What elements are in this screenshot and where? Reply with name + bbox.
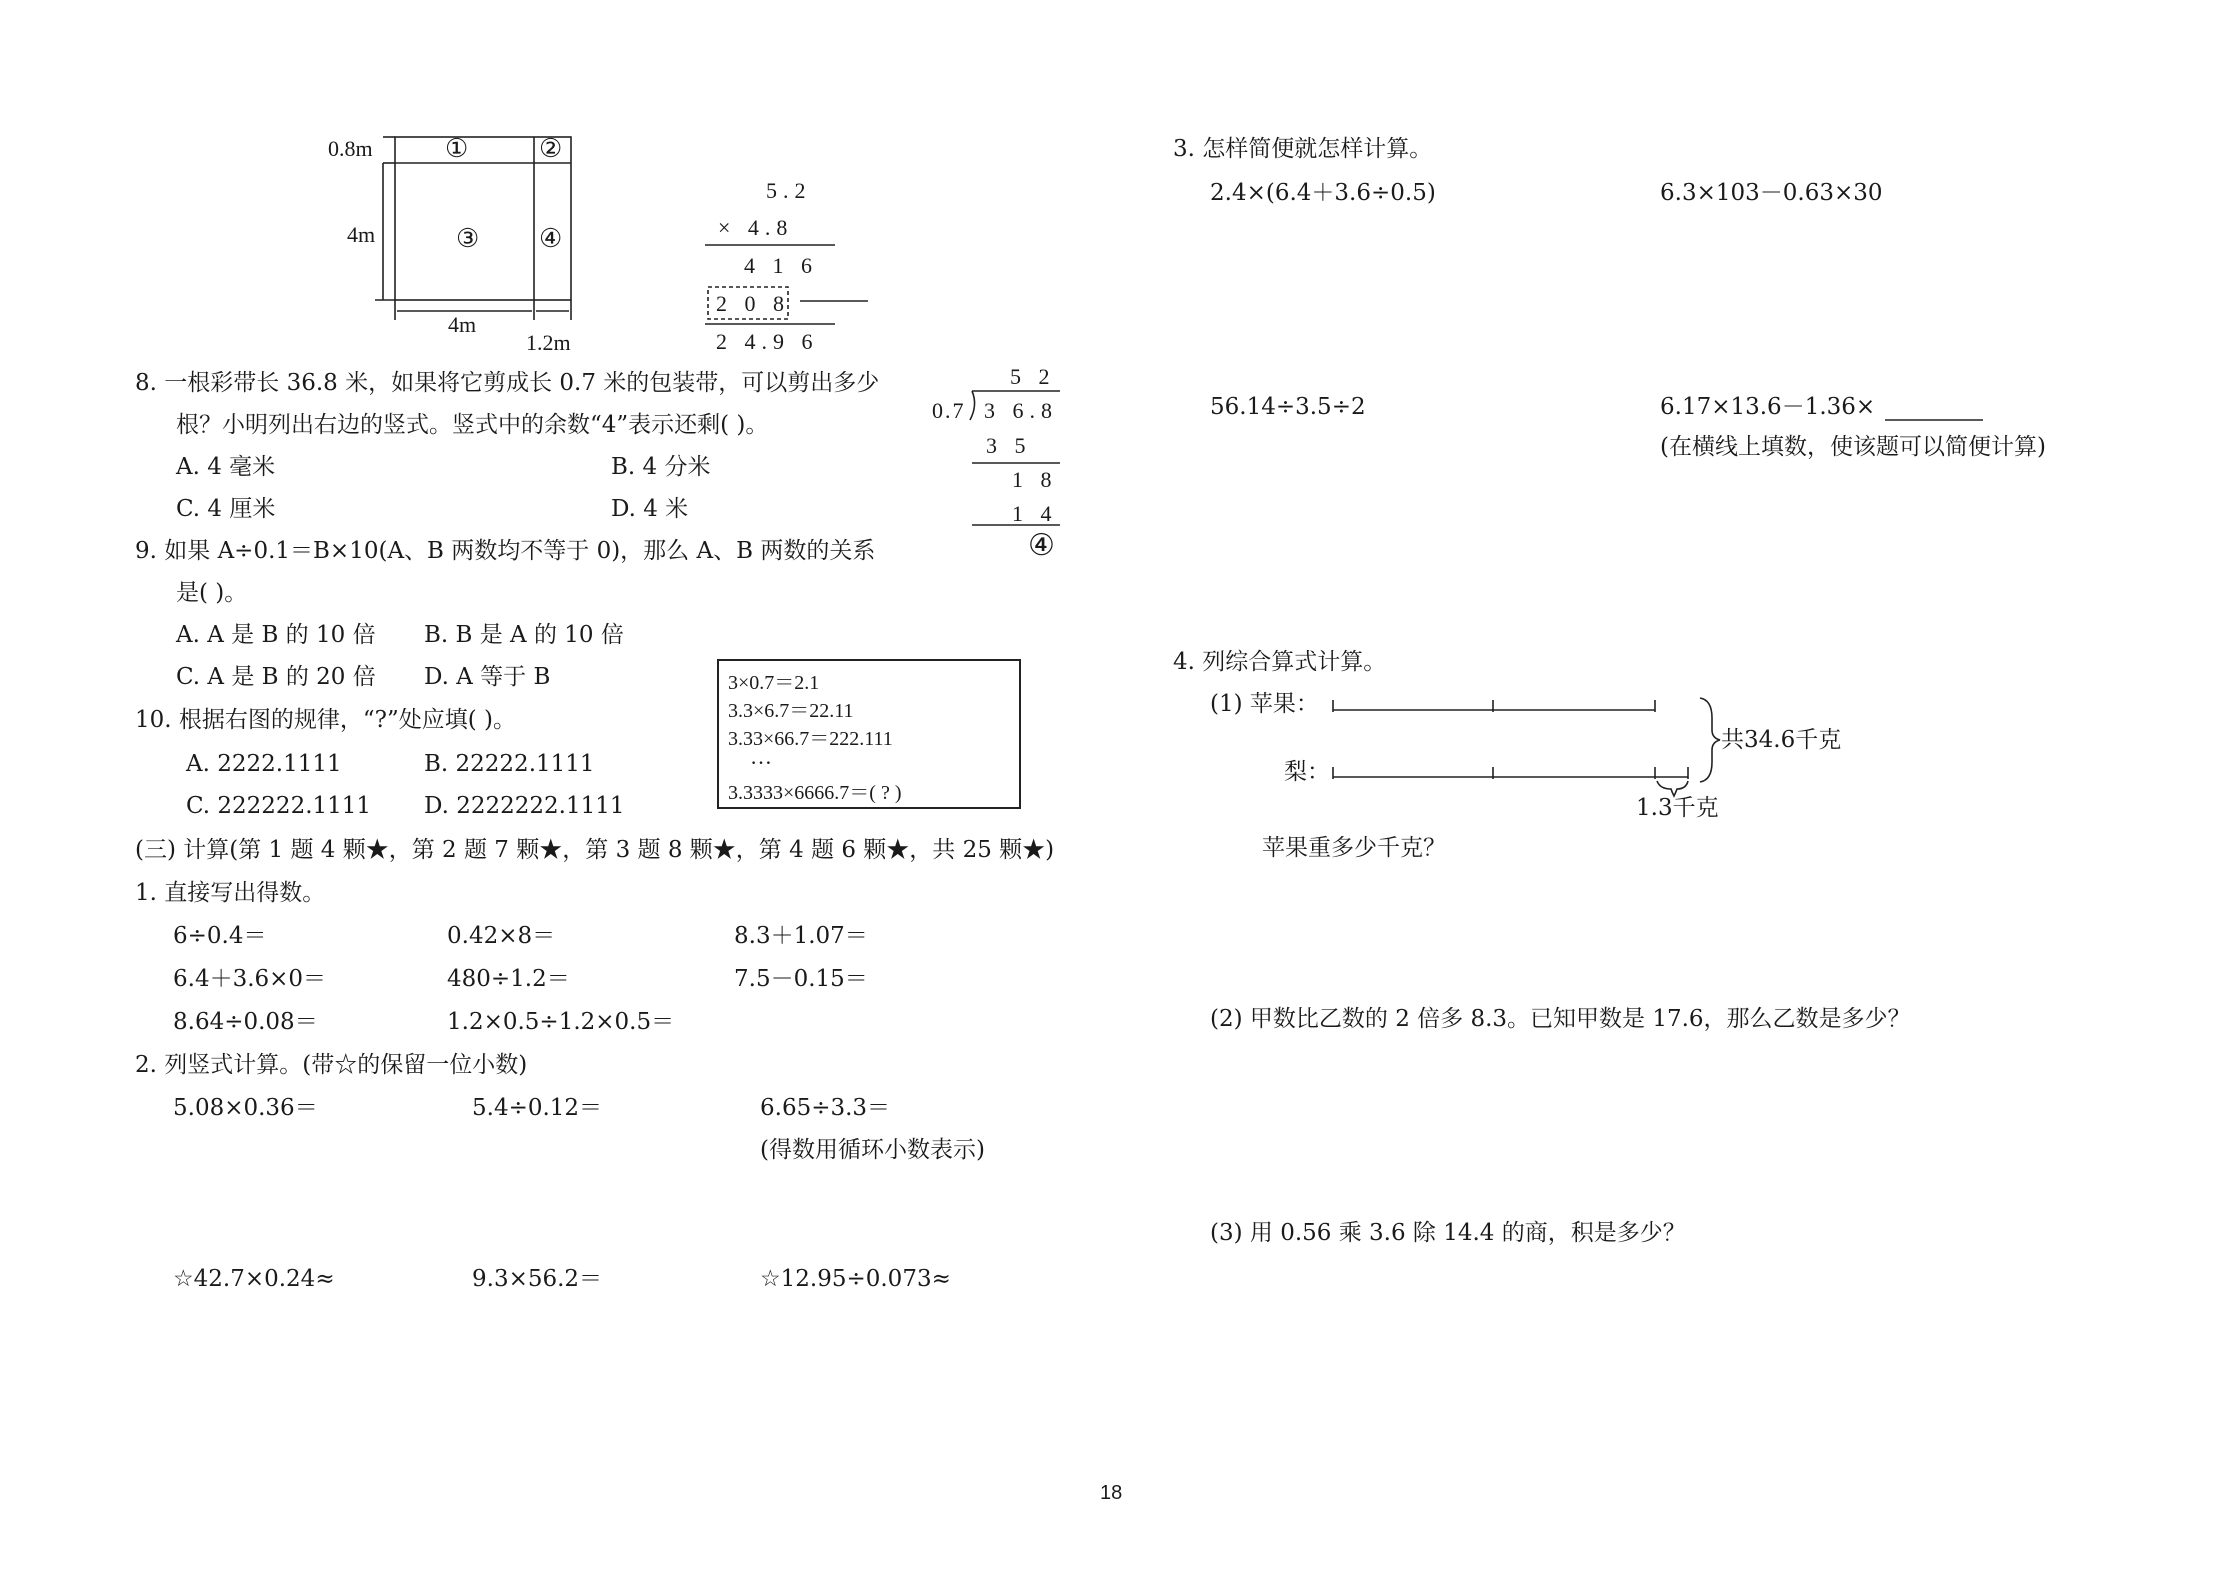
q9-option-b: B. B 是 A 的 10 倍 bbox=[424, 622, 624, 648]
page-number: 18 bbox=[1100, 1482, 1123, 1504]
mult-partial-1: 4 1 6 bbox=[744, 253, 818, 278]
c1-item-3: 8.3＋1.07＝ bbox=[734, 923, 868, 949]
label-height: 4m bbox=[347, 222, 376, 247]
c3-title: 3. 怎样简便就怎样计算。 bbox=[1173, 136, 1433, 162]
c4-title: 4. 列综合算式计算。 bbox=[1173, 649, 1387, 675]
c2-item-5: 9.3×56.2＝ bbox=[472, 1266, 603, 1292]
c3-item-3: 56.14÷3.5÷2 bbox=[1210, 394, 1366, 420]
q9-option-c: C. A 是 B 的 20 倍 bbox=[176, 664, 376, 690]
c1-item-6: 7.5－0.15＝ bbox=[734, 966, 868, 992]
q8-option-a: A. 4 毫米 bbox=[176, 454, 276, 480]
mult-result: 2 4.9 6 bbox=[716, 329, 819, 354]
q8-option-c: C. 4 厘米 bbox=[176, 496, 276, 522]
q9-option-a: A. A 是 B 的 10 倍 bbox=[176, 622, 376, 648]
c4-diff-label: 1.3千克 bbox=[1636, 795, 1719, 821]
c4-p3: (3) 用 0.56 乘 3.6 除 14.4 的商，积是多少？ bbox=[1210, 1220, 1686, 1246]
pattern-line-1: 3×0.7＝2.1 bbox=[728, 672, 820, 694]
q9-line1: 9. 如果 A÷0.1＝B×10(A、B 两数均不等于 0)，那么 A、B 两数的关系 bbox=[135, 538, 876, 564]
c2-note: (得数用循环小数表示) bbox=[760, 1137, 985, 1163]
pattern-line-3: 3.33×66.7＝222.111 bbox=[728, 728, 893, 750]
pattern-line-2: 3.3×6.7＝22.11 bbox=[728, 700, 854, 722]
c1-title: 1. 直接写出得数。 bbox=[135, 880, 326, 906]
mult-multiplier: × 4.8 bbox=[718, 215, 794, 240]
c1-item-5: 480÷1.2＝ bbox=[447, 966, 570, 992]
q9-line2: 是( )。 bbox=[176, 580, 248, 606]
div-dividend: 3 6.8 bbox=[984, 398, 1058, 423]
q10-option-c: C. 222222.1111 bbox=[186, 793, 372, 819]
q8-option-d: D. 4 米 bbox=[611, 496, 689, 522]
div-quotient: 5 2 bbox=[1010, 364, 1056, 389]
c2-item-2: 5.4÷0.12＝ bbox=[472, 1095, 603, 1121]
c1-item-1: 6÷0.4＝ bbox=[173, 923, 267, 949]
c4-p1-apple-label: (1) 苹果： bbox=[1210, 691, 1319, 717]
div-step-2: 1 4 bbox=[1012, 501, 1058, 526]
div-divisor: 0.7 bbox=[932, 398, 966, 423]
c2-item-3: 6.65÷3.3＝ bbox=[760, 1095, 891, 1121]
c1-item-7: 8.64÷0.08＝ bbox=[173, 1009, 318, 1035]
q9-option-d: D. A 等于 B bbox=[424, 664, 551, 690]
q8-line1: 8. 一根彩带长 36.8 米，如果将它剪成长 0.7 米的包装带，可以剪出多少 bbox=[135, 370, 880, 396]
mult-top: 5.2 bbox=[766, 178, 812, 203]
region-4-label: ④ bbox=[539, 224, 563, 253]
c1-item-2: 0.42×8＝ bbox=[447, 923, 556, 949]
c2-title: 2. 列竖式计算。(带☆的保留一位小数) bbox=[135, 1052, 528, 1078]
div-step-1: 3 5 bbox=[986, 433, 1032, 458]
q10-option-a: A. 2222.1111 bbox=[186, 751, 342, 777]
c3-item-1: 2.4×(6.4＋3.6÷0.5) bbox=[1210, 180, 1436, 206]
region-1-label: ① bbox=[445, 134, 469, 163]
region-2-label: ② bbox=[539, 134, 563, 163]
q8-option-b: B. 4 分米 bbox=[611, 454, 711, 480]
label-extra-width: 1.2m bbox=[526, 330, 571, 355]
div-remainder-circled: ④ bbox=[1028, 529, 1055, 562]
div-remainder-1: 1 8 bbox=[1012, 467, 1058, 492]
c4-p2: (2) 甲数比乙数的 2 倍多 8.3。已知甲数是 17.6，那么乙数是多少？ bbox=[1210, 1006, 1911, 1032]
c2-item-6: ☆12.95÷0.073≈ bbox=[760, 1266, 951, 1292]
c1-item-4: 6.4＋3.6×0＝ bbox=[173, 966, 327, 992]
q10-line1: 10. 根据右图的规律，“?”处应填( )。 bbox=[135, 707, 516, 733]
c4-p1-question: 苹果重多少千克？ bbox=[1262, 835, 1446, 861]
q10-option-d: D. 2222222.1111 bbox=[424, 793, 625, 819]
c4-pear-label: 梨： bbox=[1284, 759, 1330, 785]
c3-note: (在横线上填数，使该题可以简便计算) bbox=[1660, 434, 2046, 460]
mult-partial-2: 2 0 8 bbox=[716, 291, 790, 316]
label-width-bottom: 4m bbox=[448, 312, 477, 337]
c3-item-2: 6.3×103－0.63×30 bbox=[1660, 180, 1883, 206]
label-strip-width: 0.8m bbox=[328, 136, 373, 161]
c2-item-4: ☆42.7×0.24≈ bbox=[173, 1266, 335, 1292]
q10-option-b: B. 22222.1111 bbox=[424, 751, 595, 777]
c2-item-1: 5.08×0.36＝ bbox=[173, 1095, 318, 1121]
region-3-label: ③ bbox=[456, 224, 480, 253]
c3-item-4: 6.17×13.6－1.36× bbox=[1660, 394, 1876, 420]
c4-total-label: 共34.6千克 bbox=[1721, 727, 1842, 753]
pattern-ellipsis: … bbox=[750, 744, 772, 769]
pattern-line-5: 3.3333×6666.7＝( ? ) bbox=[728, 782, 902, 804]
q8-line2: 根？小明列出右边的竖式。竖式中的余数“4”表示还剩( )。 bbox=[176, 412, 769, 438]
c1-item-8: 1.2×0.5÷1.2×0.5＝ bbox=[447, 1009, 675, 1035]
section3-title: (三) 计算(第 1 题 4 颗★，第 2 题 7 颗★，第 3 题 8 颗★，第 4 题 6 颗★，共 25 颗★) bbox=[135, 837, 1055, 863]
